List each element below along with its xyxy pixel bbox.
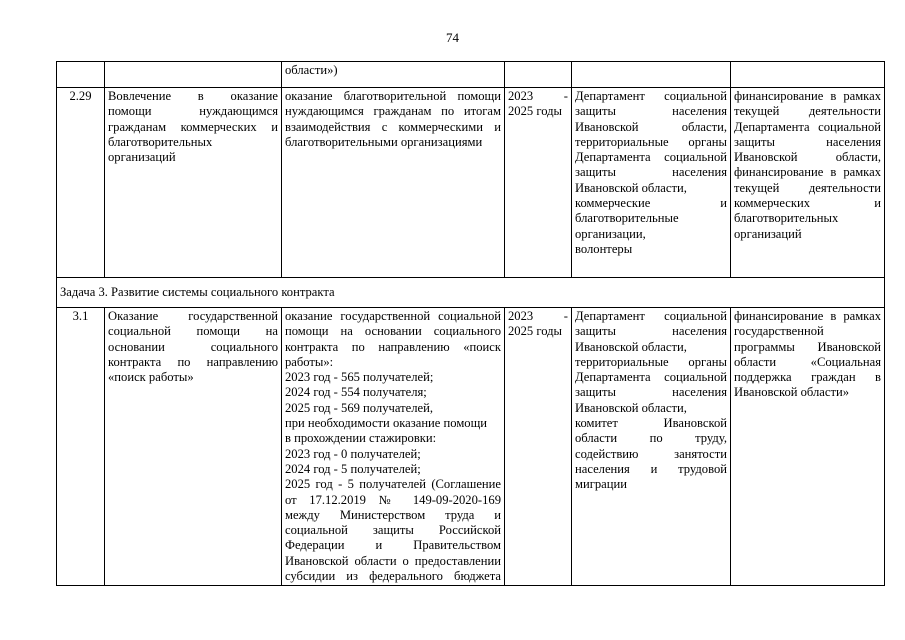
financing-line: текущей деятельности xyxy=(734,180,881,195)
result-line: от 17.12.2019 № 149-09-2020-169 xyxy=(285,492,501,507)
event-cell xyxy=(105,88,282,278)
executors-line: населения и трудовой xyxy=(575,461,727,476)
executors-line: содействию занятости xyxy=(575,446,727,461)
event-line: Оказание государственной xyxy=(108,309,278,323)
result-line: в прохождении стажировки: xyxy=(285,431,437,446)
result-line: между Министерством труда и xyxy=(285,507,501,522)
result-line: оказание благотворительной помощи xyxy=(285,89,501,103)
cell-period xyxy=(505,62,572,88)
event-line: контракта по направлению xyxy=(108,354,278,369)
financing-cell xyxy=(731,88,885,278)
program-table xyxy=(56,61,885,586)
executors-line: волонтеры xyxy=(575,241,633,256)
financing-line: поддержка граждан в xyxy=(734,370,881,385)
executors-line: Департамент социальной xyxy=(575,309,727,323)
executors-line: области по труду, xyxy=(575,431,727,446)
executors-line: комитет Ивановской xyxy=(575,416,727,431)
financing-line: защиты населения xyxy=(734,134,881,149)
table-row-2-29 xyxy=(57,88,885,278)
cell-result xyxy=(282,62,505,88)
result-line: контракта по направлению «поиск xyxy=(285,339,501,354)
period-line: 2025 годы xyxy=(508,324,562,339)
executors-line: защиты населения xyxy=(575,104,727,119)
result-cell xyxy=(282,308,505,586)
executors-line: Ивановской области, xyxy=(575,400,687,415)
period-line: 2023 - xyxy=(508,309,568,323)
period-line: 2025 годы xyxy=(508,104,562,119)
period-line: 2023 - xyxy=(508,89,568,103)
result-line: Федерации и Правительством xyxy=(285,538,501,553)
executors-line: территориальные органы xyxy=(575,134,727,149)
period-cell xyxy=(505,308,572,586)
executors-line: миграции xyxy=(575,477,627,492)
event-line: «поиск работы» xyxy=(108,370,194,385)
result-line: 2024 год - 5 получателей; xyxy=(285,461,421,476)
result-cell xyxy=(282,88,505,278)
result-line: 2023 год - 0 получателей; xyxy=(285,446,421,461)
executors-line: Департамент социальной xyxy=(575,89,727,103)
result-line: области») xyxy=(285,63,338,77)
result-line: работы»: xyxy=(285,354,334,369)
event-line: основании социального xyxy=(108,339,278,354)
financing-line: Ивановской области» xyxy=(734,385,850,400)
executors-line: Департамента социальной xyxy=(575,370,727,385)
executors-line: Департамента социальной xyxy=(575,150,727,165)
row-number: 2.29 xyxy=(57,88,105,278)
event-line: гражданам коммерческих и xyxy=(108,119,278,134)
executors-line: Ивановской области, xyxy=(575,339,687,354)
result-line: взаимодействия с коммерческими и xyxy=(285,119,501,134)
executors-cell xyxy=(572,308,731,586)
result-line: субсидии из федерального бюджета xyxy=(285,569,501,584)
result-line: помощи на основании социального xyxy=(285,324,501,339)
financing-line: финансирование в рамках xyxy=(734,309,881,323)
event-line: социальной помощи на xyxy=(108,324,278,339)
table-row-3-1 xyxy=(57,308,885,586)
executors-line: Ивановской области, xyxy=(575,180,687,195)
executors-line: защиты населения xyxy=(575,385,727,400)
result-line: Ивановской области о предоставлении xyxy=(285,553,501,568)
continuation-row xyxy=(57,62,885,88)
cell-executors xyxy=(572,62,731,88)
executors-cell xyxy=(572,88,731,278)
result-line: 2025 год - 5 получателей (Соглашение xyxy=(285,477,501,492)
result-line: социальной защиты Российской xyxy=(285,523,501,538)
task-3-title: Задача 3. Развитие системы социального контракта xyxy=(57,278,885,308)
financing-line: Ивановской области, xyxy=(734,150,881,165)
financing-line: программы Ивановской xyxy=(734,339,881,354)
cell-event xyxy=(105,62,282,88)
executors-line: защиты населения xyxy=(575,324,727,339)
financing-line: области «Социальная xyxy=(734,354,881,369)
period-cell xyxy=(505,88,572,278)
financing-line: коммерческих и xyxy=(734,196,881,211)
financing-line: благотворительных xyxy=(734,211,839,226)
row-number: 3.1 xyxy=(57,308,105,586)
event-line: помощи нуждающимся xyxy=(108,104,278,119)
financing-line: текущей деятельности xyxy=(734,104,881,119)
event-cell xyxy=(105,308,282,586)
executors-line: организации, xyxy=(575,226,646,241)
financing-line: государственной xyxy=(734,324,824,339)
executors-line: коммерческие и xyxy=(575,196,727,211)
event-line: Вовлечение в оказание xyxy=(108,89,278,103)
task-3-row xyxy=(57,278,885,308)
event-line: благотворительных xyxy=(108,134,213,149)
result-line: оказание государственной социальной xyxy=(285,309,501,323)
executors-line: территориальные органы xyxy=(575,354,727,369)
result-line: нуждающимся гражданам по итогам xyxy=(285,104,501,119)
executors-line: защиты населения xyxy=(575,165,727,180)
page-number: 74 xyxy=(446,30,459,45)
result-line: 2024 год - 554 получателя; xyxy=(285,385,427,400)
result-line: 2025 год - 569 получателей, xyxy=(285,400,433,415)
financing-cell xyxy=(731,308,885,586)
result-line: благотворительными организациями xyxy=(285,134,483,149)
event-line: организаций xyxy=(108,150,176,165)
financing-line: финансирование в рамках xyxy=(734,165,881,180)
result-line: при необходимости оказание помощи xyxy=(285,416,488,431)
financing-line: Департамента социальной xyxy=(734,119,881,134)
cell-financing xyxy=(731,62,885,88)
financing-line: финансирование в рамках xyxy=(734,89,881,103)
result-line: 2023 год - 565 получателей; xyxy=(285,370,434,385)
financing-line: организаций xyxy=(734,226,802,241)
executors-line: благотворительные xyxy=(575,211,679,226)
executors-line: Ивановской области, xyxy=(575,119,727,134)
cell-number xyxy=(57,62,105,88)
